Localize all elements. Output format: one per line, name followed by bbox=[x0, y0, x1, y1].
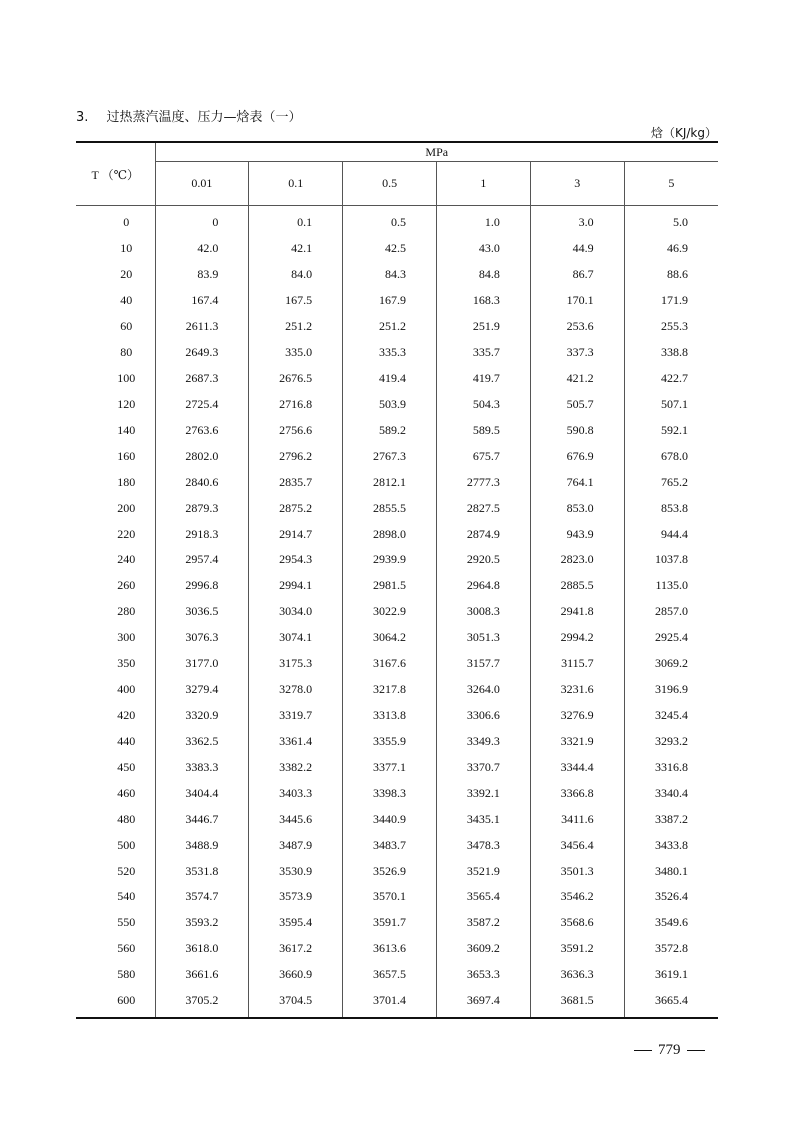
enthalpy-cell: 43.0 bbox=[436, 236, 530, 262]
enthalpy-table bbox=[76, 141, 718, 1019]
table-row bbox=[76, 573, 718, 599]
temperature-cell: 40 bbox=[76, 288, 155, 314]
enthalpy-cell: 3531.8 bbox=[155, 858, 249, 884]
enthalpy-cell: 1037.8 bbox=[655, 552, 688, 567]
enthalpy-cell: 3483.7 bbox=[343, 832, 437, 858]
enthalpy-cell: 2957.4 bbox=[155, 547, 249, 573]
enthalpy-cell: 2939.9 bbox=[343, 547, 437, 573]
enthalpy-cell: 678.0 bbox=[661, 448, 688, 463]
enthalpy-cell: 3526.4 bbox=[655, 889, 688, 904]
enthalpy-cell: 255.3 bbox=[661, 319, 688, 334]
enthalpy-cell: 42.0 bbox=[155, 236, 249, 262]
table-row bbox=[76, 703, 718, 729]
enthalpy-cell: 3549.6 bbox=[655, 915, 688, 930]
enthalpy-cell: 3361.4 bbox=[249, 728, 343, 754]
table-row bbox=[76, 314, 718, 340]
table-row bbox=[76, 936, 718, 962]
enthalpy-cell: 84.0 bbox=[249, 262, 343, 288]
enthalpy-cell: 3306.6 bbox=[436, 703, 530, 729]
enthalpy-cell: 3619.1 bbox=[655, 967, 688, 982]
temperature-column-header: T （℃） bbox=[76, 142, 155, 206]
table-row bbox=[76, 728, 718, 754]
enthalpy-cell: 3487.9 bbox=[249, 832, 343, 858]
enthalpy-cell: 3069.2 bbox=[655, 656, 688, 671]
enthalpy-cell: 3051.3 bbox=[436, 625, 530, 651]
enthalpy-cell: 419.7 bbox=[436, 366, 530, 392]
enthalpy-cell: 0.1 bbox=[249, 206, 343, 236]
enthalpy-cell: 3321.9 bbox=[530, 728, 624, 754]
table-row bbox=[76, 780, 718, 806]
enthalpy-cell: 42.5 bbox=[343, 236, 437, 262]
enthalpy-cell: 3349.3 bbox=[436, 728, 530, 754]
enthalpy-cell: 3570.1 bbox=[343, 884, 437, 910]
enthalpy-cell: 3456.4 bbox=[530, 832, 624, 858]
enthalpy-cell: 3313.8 bbox=[343, 703, 437, 729]
enthalpy-cell: 3411.6 bbox=[530, 806, 624, 832]
temperature-cell: 350 bbox=[76, 651, 155, 677]
table-row bbox=[76, 206, 718, 236]
enthalpy-cell: 853.8 bbox=[661, 500, 688, 515]
enthalpy-cell: 3701.4 bbox=[343, 988, 437, 1018]
enthalpy-cell: 3231.6 bbox=[530, 677, 624, 703]
enthalpy-cell: 3217.8 bbox=[343, 677, 437, 703]
temperature-cell: 580 bbox=[76, 962, 155, 988]
enthalpy-cell: 944.4 bbox=[661, 526, 688, 541]
table-row bbox=[76, 625, 718, 651]
enthalpy-cell: 335.3 bbox=[343, 340, 437, 366]
table-row bbox=[76, 599, 718, 625]
enthalpy-cell: 335.0 bbox=[249, 340, 343, 366]
enthalpy-cell: 2823.0 bbox=[530, 547, 624, 573]
enthalpy-cell: 251.2 bbox=[343, 314, 437, 340]
enthalpy-cell: 2855.5 bbox=[343, 495, 437, 521]
enthalpy-cell: 3574.7 bbox=[155, 884, 249, 910]
enthalpy-cell: 3478.3 bbox=[436, 832, 530, 858]
temperature-cell: 560 bbox=[76, 936, 155, 962]
enthalpy-cell: 3681.5 bbox=[530, 988, 624, 1018]
enthalpy-cell: 2835.7 bbox=[249, 469, 343, 495]
enthalpy-cell: 3609.2 bbox=[436, 936, 530, 962]
enthalpy-cell: 3501.3 bbox=[530, 858, 624, 884]
enthalpy-cell: 3293.2 bbox=[655, 733, 688, 748]
enthalpy-cell: 170.1 bbox=[530, 288, 624, 314]
enthalpy-cell: 2875.2 bbox=[249, 495, 343, 521]
enthalpy-cell: 1135.0 bbox=[655, 578, 688, 593]
unit-label: 焓（KJ/kg） bbox=[650, 126, 717, 140]
temperature-cell: 600 bbox=[76, 988, 155, 1018]
temperature-cell: 520 bbox=[76, 858, 155, 884]
temperature-cell: 420 bbox=[76, 703, 155, 729]
enthalpy-cell: 42.1 bbox=[249, 236, 343, 262]
enthalpy-cell: 2964.8 bbox=[436, 573, 530, 599]
enthalpy-cell: 84.3 bbox=[343, 262, 437, 288]
page-number-dash-left bbox=[634, 1050, 652, 1051]
table-title bbox=[76, 106, 302, 125]
temperature-cell: 480 bbox=[76, 806, 155, 832]
enthalpy-cell: 3433.8 bbox=[655, 837, 688, 852]
enthalpy-cell: 2879.3 bbox=[155, 495, 249, 521]
enthalpy-cell: 3618.0 bbox=[155, 936, 249, 962]
table-row bbox=[76, 366, 718, 392]
enthalpy-cell: 3064.2 bbox=[343, 625, 437, 651]
enthalpy-cell: 3278.0 bbox=[249, 677, 343, 703]
enthalpy-cell: 3705.2 bbox=[155, 988, 249, 1018]
enthalpy-cell: 5.0 bbox=[673, 215, 688, 230]
enthalpy-cell: 2914.7 bbox=[249, 521, 343, 547]
table-row bbox=[76, 988, 718, 1018]
enthalpy-cell: 3565.4 bbox=[436, 884, 530, 910]
enthalpy-cell: 507.1 bbox=[661, 396, 688, 411]
table-header bbox=[76, 142, 718, 206]
pressure-column-header: 0.01 bbox=[155, 162, 249, 206]
enthalpy-cell: 3034.0 bbox=[249, 599, 343, 625]
enthalpy-cell: 505.7 bbox=[530, 391, 624, 417]
enthalpy-cell: 3177.0 bbox=[155, 651, 249, 677]
table-row bbox=[76, 910, 718, 936]
enthalpy-cell: 3521.9 bbox=[436, 858, 530, 884]
table-row bbox=[76, 651, 718, 677]
enthalpy-cell: 46.9 bbox=[667, 241, 688, 256]
enthalpy-cell: 2687.3 bbox=[155, 366, 249, 392]
enthalpy-cell: 421.2 bbox=[530, 366, 624, 392]
enthalpy-cell: 2920.5 bbox=[436, 547, 530, 573]
enthalpy-cell: 167.4 bbox=[155, 288, 249, 314]
table-row bbox=[76, 340, 718, 366]
enthalpy-cell: 3245.4 bbox=[655, 707, 688, 722]
enthalpy-cell: 2918.3 bbox=[155, 521, 249, 547]
temperature-cell: 60 bbox=[76, 314, 155, 340]
enthalpy-cell: 2840.6 bbox=[155, 469, 249, 495]
enthalpy-cell: 3383.3 bbox=[155, 754, 249, 780]
enthalpy-cell: 2898.0 bbox=[343, 521, 437, 547]
enthalpy-cell: 2756.6 bbox=[249, 417, 343, 443]
enthalpy-cell: 88.6 bbox=[667, 267, 688, 282]
enthalpy-cell: 2812.1 bbox=[343, 469, 437, 495]
enthalpy-cell: 675.7 bbox=[436, 443, 530, 469]
enthalpy-cell: 0.5 bbox=[343, 206, 437, 236]
enthalpy-cell: 2676.5 bbox=[249, 366, 343, 392]
enthalpy-cell: 3.0 bbox=[530, 206, 624, 236]
enthalpy-cell: 2925.4 bbox=[655, 630, 688, 645]
table-row bbox=[76, 262, 718, 288]
enthalpy-cell: 3398.3 bbox=[343, 780, 437, 806]
enthalpy-cell: 3661.6 bbox=[155, 962, 249, 988]
enthalpy-cell: 3665.4 bbox=[624, 988, 718, 1018]
enthalpy-cell: 251.2 bbox=[249, 314, 343, 340]
enthalpy-cell: 171.9 bbox=[661, 293, 688, 308]
table-row bbox=[76, 858, 718, 884]
table-title-number: 3. bbox=[76, 110, 89, 125]
enthalpy-cell: 3157.7 bbox=[436, 651, 530, 677]
enthalpy-cell: 335.7 bbox=[436, 340, 530, 366]
enthalpy-cell: 2857.0 bbox=[655, 604, 688, 619]
temperature-cell: 180 bbox=[76, 469, 155, 495]
enthalpy-cell: 3613.6 bbox=[343, 936, 437, 962]
enthalpy-cell: 3320.9 bbox=[155, 703, 249, 729]
enthalpy-cell: 3022.9 bbox=[343, 599, 437, 625]
enthalpy-cell: 3382.2 bbox=[249, 754, 343, 780]
enthalpy-cell: 167.5 bbox=[249, 288, 343, 314]
enthalpy-cell: 84.8 bbox=[436, 262, 530, 288]
enthalpy-cell: 2827.5 bbox=[436, 495, 530, 521]
pressure-column-header: 1 bbox=[436, 162, 530, 206]
pressure-column-header: 5 bbox=[624, 162, 718, 206]
enthalpy-cell: 3636.3 bbox=[530, 962, 624, 988]
enthalpy-cell: 2725.4 bbox=[155, 391, 249, 417]
enthalpy-cell: 422.7 bbox=[661, 370, 688, 385]
enthalpy-cell: 3387.2 bbox=[655, 811, 688, 826]
enthalpy-cell: 44.9 bbox=[530, 236, 624, 262]
enthalpy-cell: 3115.7 bbox=[530, 651, 624, 677]
temperature-cell: 80 bbox=[76, 340, 155, 366]
enthalpy-cell: 3657.5 bbox=[343, 962, 437, 988]
temperature-cell: 10 bbox=[76, 236, 155, 262]
enthalpy-cell: 3660.9 bbox=[249, 962, 343, 988]
table-row bbox=[76, 495, 718, 521]
enthalpy-cell: 86.7 bbox=[530, 262, 624, 288]
enthalpy-cell: 2941.8 bbox=[530, 599, 624, 625]
temperature-cell: 140 bbox=[76, 417, 155, 443]
enthalpy-cell: 3362.5 bbox=[155, 728, 249, 754]
temperature-cell: 260 bbox=[76, 573, 155, 599]
table-row bbox=[76, 288, 718, 314]
temperature-cell: 550 bbox=[76, 910, 155, 936]
enthalpy-cell: 3546.2 bbox=[530, 884, 624, 910]
enthalpy-cell: 3593.2 bbox=[155, 910, 249, 936]
enthalpy-cell: 943.9 bbox=[530, 521, 624, 547]
enthalpy-cell: 2767.3 bbox=[343, 443, 437, 469]
pressure-column-header: 0.1 bbox=[249, 162, 343, 206]
enthalpy-cell: 3480.1 bbox=[655, 863, 688, 878]
enthalpy-cell: 3440.9 bbox=[343, 806, 437, 832]
enthalpy-cell: 3316.8 bbox=[655, 759, 688, 774]
table-row bbox=[76, 884, 718, 910]
page-number: 779 bbox=[658, 1042, 681, 1058]
enthalpy-cell: 3076.3 bbox=[155, 625, 249, 651]
enthalpy-cell: 419.4 bbox=[343, 366, 437, 392]
enthalpy-cell: 3435.1 bbox=[436, 806, 530, 832]
temperature-cell: 200 bbox=[76, 495, 155, 521]
temperature-cell: 500 bbox=[76, 832, 155, 858]
page-number-footer bbox=[628, 1042, 711, 1059]
enthalpy-cell: 3573.9 bbox=[249, 884, 343, 910]
enthalpy-cell: 2996.8 bbox=[155, 573, 249, 599]
enthalpy-cell: 3488.9 bbox=[155, 832, 249, 858]
enthalpy-cell: 3617.2 bbox=[249, 936, 343, 962]
pressure-column-header: 0.5 bbox=[343, 162, 437, 206]
enthalpy-cell: 251.9 bbox=[436, 314, 530, 340]
enthalpy-cell: 3530.9 bbox=[249, 858, 343, 884]
enthalpy-cell: 765.2 bbox=[661, 474, 688, 489]
enthalpy-cell: 3587.2 bbox=[436, 910, 530, 936]
enthalpy-cell: 503.9 bbox=[343, 391, 437, 417]
table-row bbox=[76, 417, 718, 443]
enthalpy-cell: 2802.0 bbox=[155, 443, 249, 469]
enthalpy-cell: 3279.4 bbox=[155, 677, 249, 703]
table-row bbox=[76, 547, 718, 573]
enthalpy-cell: 3340.4 bbox=[655, 785, 688, 800]
temperature-cell: 120 bbox=[76, 391, 155, 417]
temperature-cell: 440 bbox=[76, 728, 155, 754]
enthalpy-cell: 0 bbox=[155, 206, 249, 236]
enthalpy-cell: 3591.2 bbox=[530, 936, 624, 962]
enthalpy-cell: 2611.3 bbox=[155, 314, 249, 340]
table-row bbox=[76, 391, 718, 417]
table-row bbox=[76, 806, 718, 832]
enthalpy-cell: 3697.4 bbox=[436, 988, 530, 1018]
table-row bbox=[76, 521, 718, 547]
enthalpy-cell: 3196.9 bbox=[655, 682, 688, 697]
table-row bbox=[76, 236, 718, 262]
enthalpy-cell: 167.9 bbox=[343, 288, 437, 314]
temperature-cell: 300 bbox=[76, 625, 155, 651]
enthalpy-cell: 3074.1 bbox=[249, 625, 343, 651]
temperature-cell: 0 bbox=[76, 206, 155, 236]
enthalpy-cell: 2716.8 bbox=[249, 391, 343, 417]
temperature-cell: 400 bbox=[76, 677, 155, 703]
enthalpy-cell: 3704.5 bbox=[249, 988, 343, 1018]
enthalpy-cell: 3370.7 bbox=[436, 754, 530, 780]
table-row bbox=[76, 754, 718, 780]
enthalpy-cell: 589.5 bbox=[436, 417, 530, 443]
enthalpy-cell: 253.6 bbox=[530, 314, 624, 340]
enthalpy-cell: 3355.9 bbox=[343, 728, 437, 754]
enthalpy-cell: 83.9 bbox=[155, 262, 249, 288]
enthalpy-cell: 3403.3 bbox=[249, 780, 343, 806]
temperature-cell: 100 bbox=[76, 366, 155, 392]
enthalpy-cell: 3526.9 bbox=[343, 858, 437, 884]
enthalpy-cell: 589.2 bbox=[343, 417, 437, 443]
enthalpy-cell: 504.3 bbox=[436, 391, 530, 417]
pressure-column-header: 3 bbox=[530, 162, 624, 206]
temperature-cell: 20 bbox=[76, 262, 155, 288]
enthalpy-cell: 3167.6 bbox=[343, 651, 437, 677]
temperature-cell: 160 bbox=[76, 443, 155, 469]
enthalpy-cell: 853.0 bbox=[530, 495, 624, 521]
enthalpy-cell: 3344.4 bbox=[530, 754, 624, 780]
enthalpy-cell: 2649.3 bbox=[155, 340, 249, 366]
enthalpy-cell: 3568.6 bbox=[530, 910, 624, 936]
enthalpy-cell: 2994.1 bbox=[249, 573, 343, 599]
pressure-group-header: MPa bbox=[155, 142, 718, 162]
enthalpy-cell: 592.1 bbox=[661, 422, 688, 437]
table-row bbox=[76, 962, 718, 988]
enthalpy-cell: 3404.4 bbox=[155, 780, 249, 806]
enthalpy-cell: 168.3 bbox=[436, 288, 530, 314]
enthalpy-cell: 3595.4 bbox=[249, 910, 343, 936]
enthalpy-cell: 3653.3 bbox=[436, 962, 530, 988]
table-body bbox=[76, 206, 718, 1018]
temperature-cell: 450 bbox=[76, 754, 155, 780]
enthalpy-cell: 2777.3 bbox=[436, 469, 530, 495]
page-number-dash-right bbox=[687, 1050, 705, 1051]
table-row bbox=[76, 832, 718, 858]
temperature-cell: 280 bbox=[76, 599, 155, 625]
enthalpy-cell: 3377.1 bbox=[343, 754, 437, 780]
temperature-cell: 240 bbox=[76, 547, 155, 573]
enthalpy-cell: 2994.2 bbox=[530, 625, 624, 651]
enthalpy-cell: 2796.2 bbox=[249, 443, 343, 469]
table-row bbox=[76, 443, 718, 469]
enthalpy-cell: 2874.9 bbox=[436, 521, 530, 547]
table-row bbox=[76, 677, 718, 703]
enthalpy-cell: 3446.7 bbox=[155, 806, 249, 832]
enthalpy-cell: 3572.8 bbox=[655, 941, 688, 956]
enthalpy-cell: 676.9 bbox=[530, 443, 624, 469]
enthalpy-cell: 3366.8 bbox=[530, 780, 624, 806]
temperature-cell: 460 bbox=[76, 780, 155, 806]
enthalpy-cell: 3175.3 bbox=[249, 651, 343, 677]
enthalpy-cell: 2954.3 bbox=[249, 547, 343, 573]
enthalpy-cell: 3319.7 bbox=[249, 703, 343, 729]
enthalpy-cell: 3392.1 bbox=[436, 780, 530, 806]
enthalpy-cell: 338.8 bbox=[661, 345, 688, 360]
enthalpy-cell: 2763.6 bbox=[155, 417, 249, 443]
enthalpy-cell: 3591.7 bbox=[343, 910, 437, 936]
enthalpy-cell: 1.0 bbox=[436, 206, 530, 236]
table-row bbox=[76, 469, 718, 495]
enthalpy-cell: 764.1 bbox=[530, 469, 624, 495]
enthalpy-cell: 3264.0 bbox=[436, 677, 530, 703]
enthalpy-cell: 3276.9 bbox=[530, 703, 624, 729]
enthalpy-cell: 3008.3 bbox=[436, 599, 530, 625]
enthalpy-cell: 590.8 bbox=[530, 417, 624, 443]
enthalpy-cell: 2981.5 bbox=[343, 573, 437, 599]
enthalpy-cell: 337.3 bbox=[530, 340, 624, 366]
enthalpy-cell: 2885.5 bbox=[530, 573, 624, 599]
enthalpy-cell: 3036.5 bbox=[155, 599, 249, 625]
table-title-text: 过热蒸汽温度、压力—焓表（一） bbox=[106, 110, 302, 125]
enthalpy-cell: 3445.6 bbox=[249, 806, 343, 832]
temperature-cell: 220 bbox=[76, 521, 155, 547]
temperature-cell: 540 bbox=[76, 884, 155, 910]
